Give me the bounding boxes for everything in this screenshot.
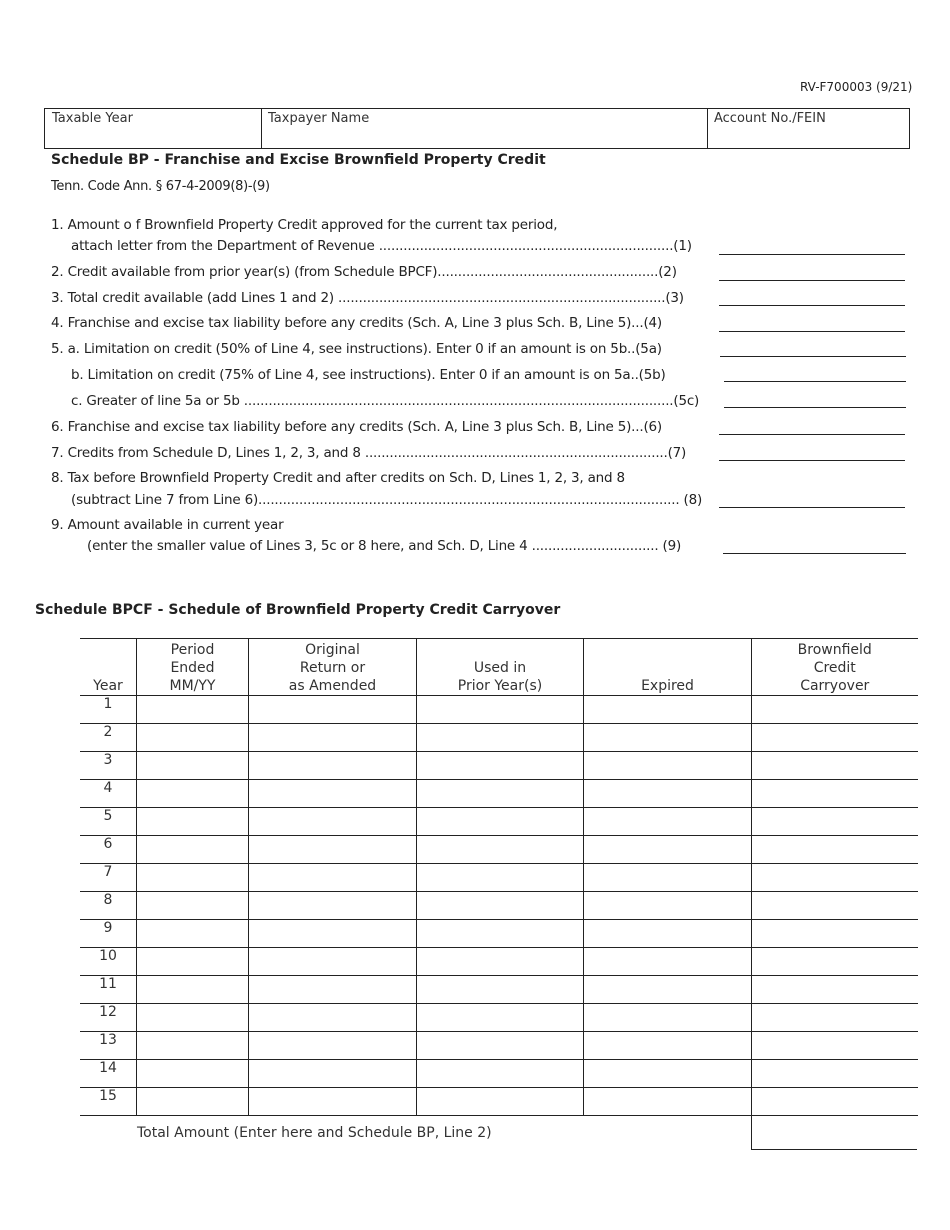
table-row <box>80 696 918 724</box>
line-3-entry[interactable] <box>719 305 905 306</box>
line-1-text-b: attach letter from the Department of Revenue ........................................................................(1) <box>71 238 692 254</box>
carryover-cell[interactable] <box>752 724 918 752</box>
taxpayer-name-field[interactable] <box>261 109 707 148</box>
year-cell: 9 <box>80 920 137 948</box>
carryover-cell[interactable] <box>752 1004 918 1032</box>
original-cell[interactable] <box>249 1032 417 1060</box>
period-cell[interactable] <box>137 1032 249 1060</box>
table-row <box>80 1088 918 1116</box>
used-cell[interactable] <box>417 808 584 836</box>
year-cell: 2 <box>80 724 137 752</box>
line-6-text: 6. Franchise and excise tax liability before any credits (Sch. A, Line 3 plus Sch. B, Line 5)...(6) <box>51 419 662 435</box>
original-cell[interactable] <box>249 696 417 724</box>
year-cell: 15 <box>80 1088 137 1116</box>
carryover-cell[interactable] <box>752 892 918 920</box>
table-row <box>80 892 918 920</box>
original-cell[interactable] <box>249 864 417 892</box>
period-cell[interactable] <box>137 920 249 948</box>
period-cell[interactable] <box>137 948 249 976</box>
line-1-entry[interactable] <box>719 254 905 255</box>
year-cell: 11 <box>80 976 137 1004</box>
expired-cell[interactable] <box>584 892 752 920</box>
year-cell: 1 <box>80 696 137 724</box>
period-cell[interactable] <box>137 1060 249 1088</box>
line-3-text: 3. Total credit available (add Lines 1 and 2) ................................................................................(3) <box>51 290 684 306</box>
line-5c-entry[interactable] <box>724 407 906 408</box>
year-cell: 8 <box>80 892 137 920</box>
original-cell[interactable] <box>249 752 417 780</box>
expired-cell[interactable] <box>584 724 752 752</box>
period-cell[interactable] <box>137 976 249 1004</box>
expired-cell[interactable] <box>584 920 752 948</box>
original-cell[interactable] <box>249 836 417 864</box>
table-row <box>80 948 918 976</box>
original-cell[interactable] <box>249 1060 417 1088</box>
schedule-bp-citation: Tenn. Code Ann. § 67-4-2009(8)-(9) <box>51 179 270 194</box>
period-cell[interactable] <box>137 1004 249 1032</box>
line-5b-entry[interactable] <box>724 381 906 382</box>
original-cell[interactable] <box>249 780 417 808</box>
col-period-header: Period Ended MM/YY <box>137 639 249 696</box>
line-5a-text: 5. a. Limitation on credit (50% of Line 4, see instructions). Enter 0 if an amount is on 5b..(5a) <box>51 341 662 357</box>
used-cell[interactable] <box>417 1032 584 1060</box>
used-cell[interactable] <box>417 752 584 780</box>
carryover-cell[interactable] <box>752 780 918 808</box>
used-cell[interactable] <box>417 1088 584 1116</box>
period-cell[interactable] <box>137 696 249 724</box>
used-cell[interactable] <box>417 920 584 948</box>
expired-cell[interactable] <box>584 752 752 780</box>
original-cell[interactable] <box>249 976 417 1004</box>
taxpayer-name-label: Taxpayer Name <box>268 111 370 126</box>
original-cell[interactable] <box>249 808 417 836</box>
period-cell[interactable] <box>137 1088 249 1116</box>
col-year-header: Year <box>80 639 137 696</box>
carryover-cell[interactable] <box>752 864 918 892</box>
expired-cell[interactable] <box>584 1004 752 1032</box>
expired-cell[interactable] <box>584 976 752 1004</box>
line-8-text-a: 8. Tax before Brownfield Property Credit and after credits on Sch. D, Lines 1, 2, 3, and 8 <box>51 470 625 486</box>
year-cell: 12 <box>80 1004 137 1032</box>
line-9-text-a: 9. Amount available in current year <box>51 517 284 533</box>
period-cell[interactable] <box>137 724 249 752</box>
used-cell[interactable] <box>417 724 584 752</box>
carryover-cell[interactable] <box>752 1032 918 1060</box>
year-cell: 5 <box>80 808 137 836</box>
used-cell[interactable] <box>417 864 584 892</box>
carryover-table <box>80 638 918 1116</box>
year-cell: 3 <box>80 752 137 780</box>
taxable-year-label: Taxable Year <box>52 111 133 126</box>
period-cell[interactable] <box>137 892 249 920</box>
year-cell: 14 <box>80 1060 137 1088</box>
col-used-header: Used in Prior Year(s) <box>417 639 584 696</box>
expired-cell[interactable] <box>584 780 752 808</box>
table-row <box>80 1004 918 1032</box>
expired-cell[interactable] <box>584 948 752 976</box>
period-cell[interactable] <box>137 836 249 864</box>
carryover-cell[interactable] <box>752 920 918 948</box>
used-cell[interactable] <box>417 780 584 808</box>
table-row <box>80 864 918 892</box>
used-cell[interactable] <box>417 892 584 920</box>
taxable-year-field[interactable] <box>45 109 261 148</box>
schedule-bpcf-title: Schedule BPCF - Schedule of Brownfield Property Credit Carryover <box>35 602 561 618</box>
expired-cell[interactable] <box>584 1088 752 1116</box>
expired-cell[interactable] <box>584 1032 752 1060</box>
period-cell[interactable] <box>137 864 249 892</box>
table-row <box>80 1060 918 1088</box>
line-4-entry[interactable] <box>719 331 905 332</box>
original-cell[interactable] <box>249 892 417 920</box>
year-cell: 10 <box>80 948 137 976</box>
line-5a-entry[interactable] <box>720 356 906 357</box>
table-row <box>80 920 918 948</box>
line-9-text-b: (enter the smaller value of Lines 3, 5c or 8 here, and Sch. D, Line 4 ............................... (9) <box>87 538 682 554</box>
period-cell[interactable] <box>137 752 249 780</box>
line-4-text: 4. Franchise and excise tax liability before any credits (Sch. A, Line 3 plus Sch. B, Line 5)...(4) <box>51 315 662 331</box>
original-cell[interactable] <box>249 1004 417 1032</box>
original-cell[interactable] <box>249 920 417 948</box>
used-cell[interactable] <box>417 836 584 864</box>
line-2-entry[interactable] <box>719 280 905 281</box>
table-row <box>80 808 918 836</box>
original-cell[interactable] <box>249 724 417 752</box>
table-row <box>80 1032 918 1060</box>
line-7-text: 7. Credits from Schedule D, Lines 1, 2, 3, and 8 ..........................................................................(7) <box>51 445 687 461</box>
line-5b-text: b. Limitation on credit (75% of Line 4, see instructions). Enter 0 if an amount is on 5a..(5b) <box>71 367 666 383</box>
table-row <box>80 724 918 752</box>
expired-cell[interactable] <box>584 696 752 724</box>
carryover-cell[interactable] <box>752 752 918 780</box>
account-no-label: Account No./FEIN <box>714 111 826 126</box>
expired-cell[interactable] <box>584 1060 752 1088</box>
period-cell[interactable] <box>137 780 249 808</box>
table-row <box>80 976 918 1004</box>
expired-cell[interactable] <box>584 808 752 836</box>
line-1-text-a: 1. Amount o f Brownfield Property Credit approved for the current tax period, <box>51 217 558 233</box>
carryover-cell[interactable] <box>752 1088 918 1116</box>
carryover-cell[interactable] <box>752 696 918 724</box>
col-original-header: Original Return or as Amended <box>249 639 417 696</box>
schedule-bp-title: Schedule BP - Franchise and Excise Brownfield Property Credit <box>51 152 546 168</box>
carryover-cell[interactable] <box>752 948 918 976</box>
year-cell: 4 <box>80 780 137 808</box>
col-expired-header: Expired <box>584 639 752 696</box>
table-row <box>80 752 918 780</box>
used-cell[interactable] <box>417 948 584 976</box>
expired-cell[interactable] <box>584 864 752 892</box>
line-7-entry[interactable] <box>719 460 905 461</box>
table-row <box>80 780 918 808</box>
expired-cell[interactable] <box>584 836 752 864</box>
line-8-text-b: (subtract Line 7 from Line 6)....................................................................................................... (8) <box>71 492 703 508</box>
col-carryover-header: Brownfield Credit Carryover <box>752 639 918 696</box>
used-cell[interactable] <box>417 696 584 724</box>
carryover-cell[interactable] <box>752 1060 918 1088</box>
used-cell[interactable] <box>417 1004 584 1032</box>
table-header-row <box>80 639 918 696</box>
line-9-entry[interactable] <box>723 553 906 554</box>
used-cell[interactable] <box>417 976 584 1004</box>
line-5c-text: c. Greater of line 5a or 5b .........................................................................................................(5c) <box>71 393 700 409</box>
year-cell: 13 <box>80 1032 137 1060</box>
original-cell[interactable] <box>249 948 417 976</box>
year-cell: 7 <box>80 864 137 892</box>
line-6-entry[interactable] <box>719 434 905 435</box>
total-amount-entry[interactable] <box>751 1114 917 1150</box>
used-cell[interactable] <box>417 1060 584 1088</box>
line-2-text: 2. Credit available from prior year(s) (from Schedule BPCF)......................................................(2) <box>51 264 677 280</box>
total-amount-label: Total Amount (Enter here and Schedule BP, Line 2) <box>137 1125 492 1141</box>
form-number: RV-F700003 (9/21) <box>800 80 913 94</box>
taxpayer-header-box <box>44 108 910 149</box>
table-row <box>80 836 918 864</box>
carryover-cell[interactable] <box>752 976 918 1004</box>
carryover-cell[interactable] <box>752 808 918 836</box>
line-8-entry[interactable] <box>719 507 905 508</box>
account-no-field[interactable] <box>707 109 909 148</box>
period-cell[interactable] <box>137 808 249 836</box>
year-cell: 6 <box>80 836 137 864</box>
original-cell[interactable] <box>249 1088 417 1116</box>
carryover-cell[interactable] <box>752 836 918 864</box>
